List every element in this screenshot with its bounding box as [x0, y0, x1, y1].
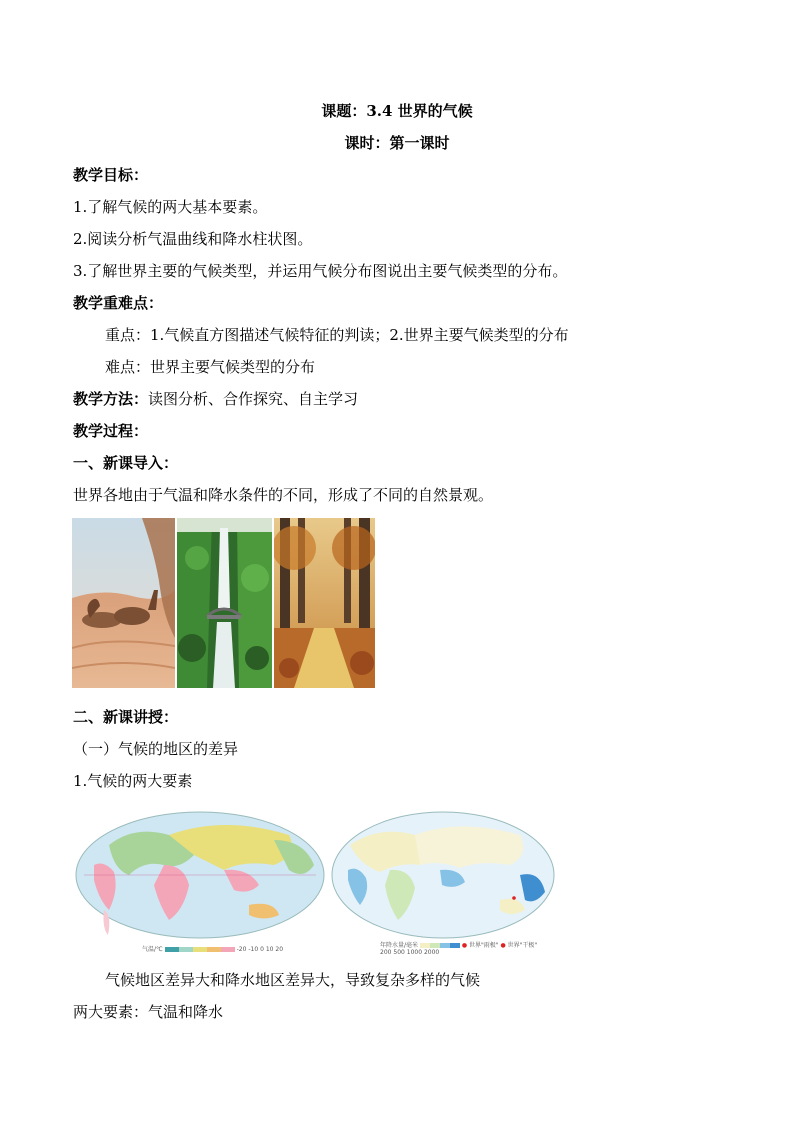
legend-swatch — [207, 947, 221, 952]
temp-legend-value: 20 — [275, 946, 284, 953]
section2-sub: （一）气候的地区的差异 — [73, 740, 239, 758]
waterfall-photo — [177, 518, 272, 688]
legend-swatch — [440, 943, 450, 948]
legend-swatch — [430, 943, 440, 948]
method-label: 教学方法： — [73, 390, 149, 408]
precip-legend-value: 200 — [380, 949, 392, 956]
legend-swatch — [450, 943, 460, 948]
desert-photo — [72, 518, 175, 688]
dry-pole-marker-icon: ● — [500, 942, 506, 949]
lesson-title: 课题：3.4 世界的气候 — [321, 102, 473, 120]
process-heading: 教学过程： — [73, 422, 149, 440]
precip-legend-value: 500 — [393, 949, 405, 956]
temp-legend-value: 0 — [260, 946, 264, 953]
section2-heading: 二、新课讲授： — [73, 708, 179, 726]
temp-legend — [142, 944, 283, 953]
precip-legend-value: 1000 — [406, 949, 423, 956]
objectives-heading: 教学目标： — [73, 166, 149, 184]
precip-legend-value: 2000 — [423, 949, 440, 956]
section1-text: 世界各地由于气温和降水条件的不同，形成了不同的自然景观。 — [73, 486, 494, 504]
legend-swatch — [420, 943, 430, 948]
section2-item: 1.气候的两大要素 — [73, 772, 193, 790]
section2-elements: 两大要素：气温和降水 — [73, 1003, 224, 1021]
rain-pole-marker-icon: ● — [461, 942, 468, 949]
method-line — [73, 389, 358, 409]
precip-marker-1: 世界"雨极" — [469, 942, 499, 949]
precip-legend — [380, 940, 537, 956]
method-value: 读图分析、合作探究、自主学习 — [148, 390, 359, 408]
legend-swatch — [193, 947, 207, 952]
precip-legend-label: 年降水量/毫米 — [380, 942, 419, 949]
section2-text: 气候地区差异大和降水地区差异大，导致复杂多样的气候 — [105, 971, 481, 989]
temp-legend-value: -20 — [236, 946, 247, 953]
legend-swatch — [165, 947, 179, 952]
keypoint-difficult: 难点：世界主要气候类型的分布 — [105, 358, 316, 376]
keypoints-heading: 教学重难点： — [73, 294, 164, 312]
section1-heading: 一、新课导入： — [73, 454, 179, 472]
objective-item-1: 1.了解气候的两大基本要素。 — [73, 198, 268, 216]
world-precipitation-map — [330, 810, 556, 956]
temp-legend-label: 气温/℃ — [142, 946, 163, 953]
legend-swatch — [179, 947, 193, 952]
world-temperature-map — [74, 810, 326, 956]
autumn-forest-photo — [274, 518, 375, 688]
objective-item-2: 2.阅读分析气温曲线和降水柱状图。 — [73, 230, 313, 248]
objective-item-3: 3.了解世界主要的气候类型，并运用气候分布图说出主要气候类型的分布。 — [73, 262, 568, 280]
keypoint-key: 重点：1.气候直方图描述气候特征的判读；2.世界主要气候类型的分布 — [105, 326, 569, 344]
lesson-period: 课时：第一课时 — [344, 134, 450, 152]
temp-legend-value: -10 — [248, 946, 259, 953]
precip-marker-2: 世界"干极" — [507, 942, 538, 949]
legend-swatch — [221, 947, 235, 952]
temp-legend-value: 10 — [265, 946, 274, 953]
